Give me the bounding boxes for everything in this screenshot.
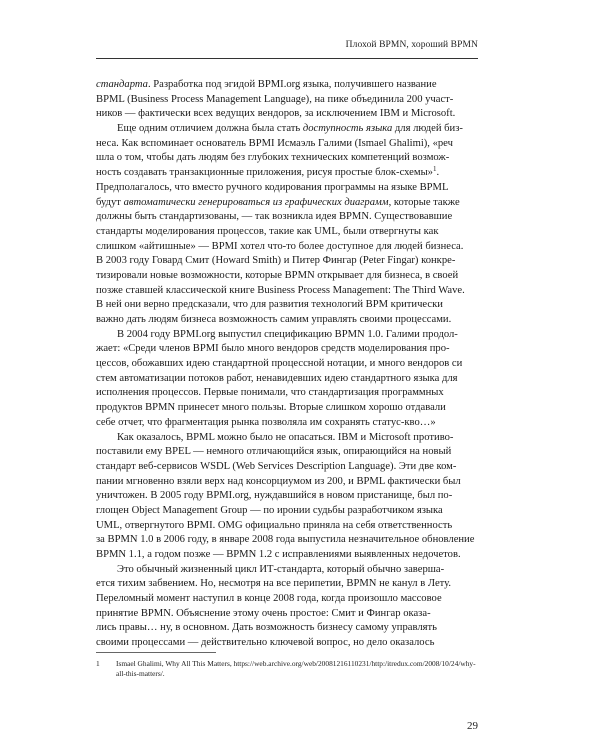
text-line: жает: «Среди членов BPMI было много вендоров средств моделирования про- [96,343,450,355]
text-line: позже ставшей классической книге Business Process Management: The Third Wave. [96,284,465,296]
text-line: В 2004 году BPMI.org выпустил спецификацию BPMN 1.0. Галими продол- [117,328,458,340]
paragraph-4 [96,431,478,563]
main-text [96,78,478,651]
running-header: Плохой BPMN, хороший BPMN [345,40,478,50]
text-line: продуктов BPMN принесет много пользы. Вторые слишком хорошо отдавали [96,402,446,414]
text-run: Еще одним отличием должна была стать [117,123,303,135]
text-run: для людей биз- [392,123,463,135]
text-line: стандарты моделирования процессов, такие как UML, были отвергнуты как [96,225,439,237]
text-line: за BPMN 1.0 в 2006 году, в январе 2008 года выпустила незначительное обновление [96,534,475,546]
text-line: поставили ему BPEL — немного отличающийся язык, опирающийся на новый [96,446,452,458]
footnote-number: 1 [96,659,100,668]
footnote-ref[interactable]: 1 [432,166,437,174]
text-line: уничтожен. В 2005 году BPMI.org, нуждавшийся в новом пристанище, был по- [96,490,453,502]
text-line: Переломный момент наступил в конце 2008 года, когда произошло массовое [96,593,442,605]
text-line [96,196,478,211]
footnote-text: Ismael Ghalimi, Why All This Matters, https://web.archive.org/web/20081216110231/http:/itredux.com/2008/10/24/why-all-this-matters/. [116,659,476,678]
text-line: Это обычный жизненный цикл ИТ-стандарта, который обычно заверша- [117,563,445,575]
text-line: должны быть стандартизованы, — так возникла идея BPMN. Существовавшие [96,211,453,223]
text-line: В 2003 году Говард Смит (Howard Smith) и Питер Фингар (Peter Fingar) конкре- [96,255,456,267]
text-line: цессов, обожавших идею стандартной процессной нотации, и много вендоров си [96,358,463,370]
text-line: Как оказалось, BPML можно было не опасаться. IBM и Microsoft противо- [117,431,454,443]
text-line [96,166,478,181]
text-run: . [436,167,440,179]
paragraph-1 [96,78,478,122]
text-line: стем автоматизации потоков работ, ненавидевших идею стандартного языка для [96,372,458,384]
text-line: важно дать людям бизнеса возможность самим управлять своими процессами. [96,314,452,325]
text-line: стандарт веб-сервисов WSDL (Web Services Description Language). Эти две ком- [96,460,457,472]
paragraph-2 [96,122,478,328]
page-number: 29 [467,720,478,732]
italic-term: стандарта [96,79,148,90]
text-line: шла о том, чтобы дать людям без глубоких технических компетенций возмож- [96,152,450,164]
text-run: будут [96,196,124,208]
text-line: себе отчет, что фрагментация рынка позволяла им сохранять статус-кво…» [96,416,436,428]
text-line: пании мгновенно взяли верх над консорциумом из 200, и BPML фактически был [96,475,461,487]
text-line: BPMN 1.1, а годом позже — BPMN 1.2 с исправлениями выявленных недочетов. [96,549,461,560]
header-rule [96,58,478,59]
text-line: неса. Как вспоминает основатель BPMI Исмаэль Галими (Ismael Ghalimi), «реч [96,137,453,149]
italic-term: автоматически генерироваться из графических диаграмм [123,196,389,208]
text-line: тизировали новые возможности, которые BPMN открывает для бизнеса, в своей [96,269,459,281]
text-line: ется тихим забвением. Но, несмотря на все перипетии, BPMN не канул в Лету. [96,578,452,590]
footnote-rule [96,652,216,653]
text-line: глощен Object Management Group — по иронии судьбы разработчиком языка [96,504,443,516]
text-run: ность создавать транзакционные приложения, рисуя простые блок-схемы» [96,167,433,179]
text-line: слишком «айтишные» — BPMI хотел что-то более доступное для людей бизнеса. [96,240,464,252]
text-line: принятие BPMN. Объяснение этому очень простое: Смит и Фингар оказа- [96,607,431,619]
text-line [96,78,478,93]
text-line: BPML (Business Process Management Language), на пике объединила 200 участ- [96,93,454,105]
text-line: Предполагалось, что вместо ручного кодирования программы на языке BPML [96,181,449,193]
text-line: В ней они верно предсказали, что для развития технологий BPM критически [96,299,443,311]
text-line: своими процессами — действительно ключевой вопрос, но дело оказалось [96,637,435,649]
text-line: ников — фактически всех ведущих вендоров, за исключением IBM и Microsoft. [96,108,456,120]
footnote [96,659,478,679]
text-line [96,122,478,137]
italic-term: доступность языка [302,123,393,135]
text-line-rest: . Разработка под эгидой BPMI.org языка, получившего название [147,79,437,90]
paragraph-5 [96,563,478,651]
text-run: , которые также [388,196,460,208]
text-line: UML, отвергнутого BPMI. OMG официально приняла на себя ответственность [96,519,453,531]
paragraph-3 [96,328,478,431]
text-line: исполнения процессов. Первые понимали, что стандартизация программных [96,387,444,399]
text-line: лись правы… ну, в основном. Дать возможность бизнесу самому управлять [96,622,437,634]
